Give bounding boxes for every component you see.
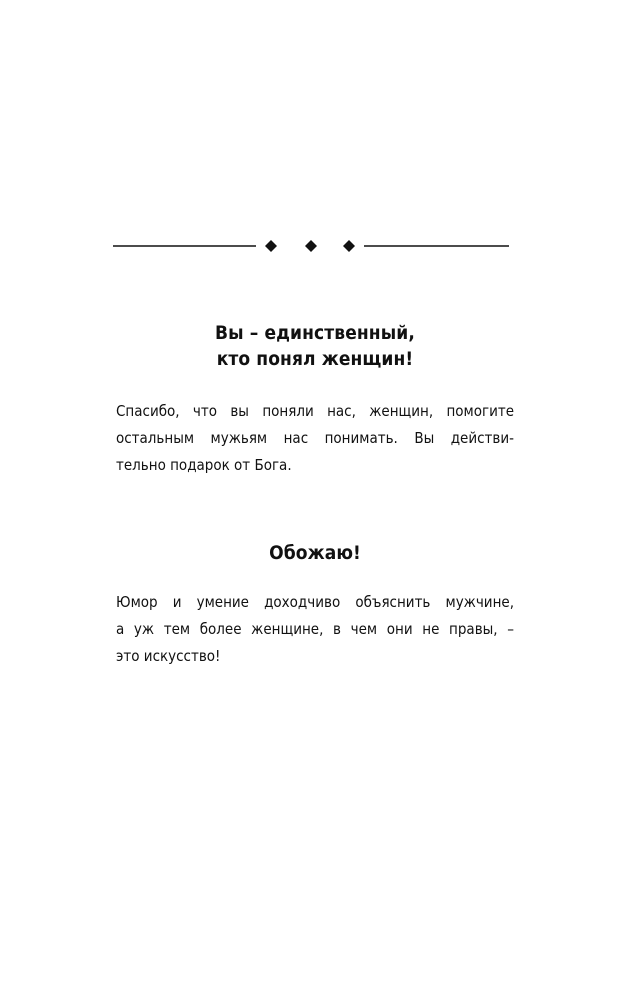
- diamond-icon: [343, 240, 355, 252]
- body-line: Юмор и умение доходчиво объяснить мужчине,: [116, 593, 514, 611]
- review-title: [116, 320, 514, 372]
- divider-ornament-icon: [113, 236, 509, 256]
- section-2-body: [116, 589, 514, 670]
- review-title: [116, 540, 514, 566]
- diamond-icon: [265, 240, 277, 252]
- heading-line: Вы – единственный,: [215, 322, 415, 344]
- section-1-heading: [116, 320, 514, 372]
- section-1-body: [116, 398, 514, 479]
- body-line: а уж тем более женщине, в чем они не правы, –: [116, 620, 514, 638]
- diamond-icon: [305, 240, 317, 252]
- heading-line: Обожаю!: [269, 542, 361, 564]
- review-text: [116, 398, 514, 479]
- body-line: Спасибо, что вы поняли нас, женщин, помогите: [116, 402, 514, 420]
- section-2-heading: [116, 540, 514, 566]
- heading-line: кто понял женщин!: [216, 348, 414, 370]
- ornamental-divider: [113, 236, 509, 256]
- body-line: тельно подарок от Бога.: [116, 456, 292, 474]
- body-line: остальным мужьям нас понимать. Вы действи-: [116, 429, 514, 447]
- review-text: [116, 589, 514, 670]
- body-line: это искусство!: [116, 647, 221, 665]
